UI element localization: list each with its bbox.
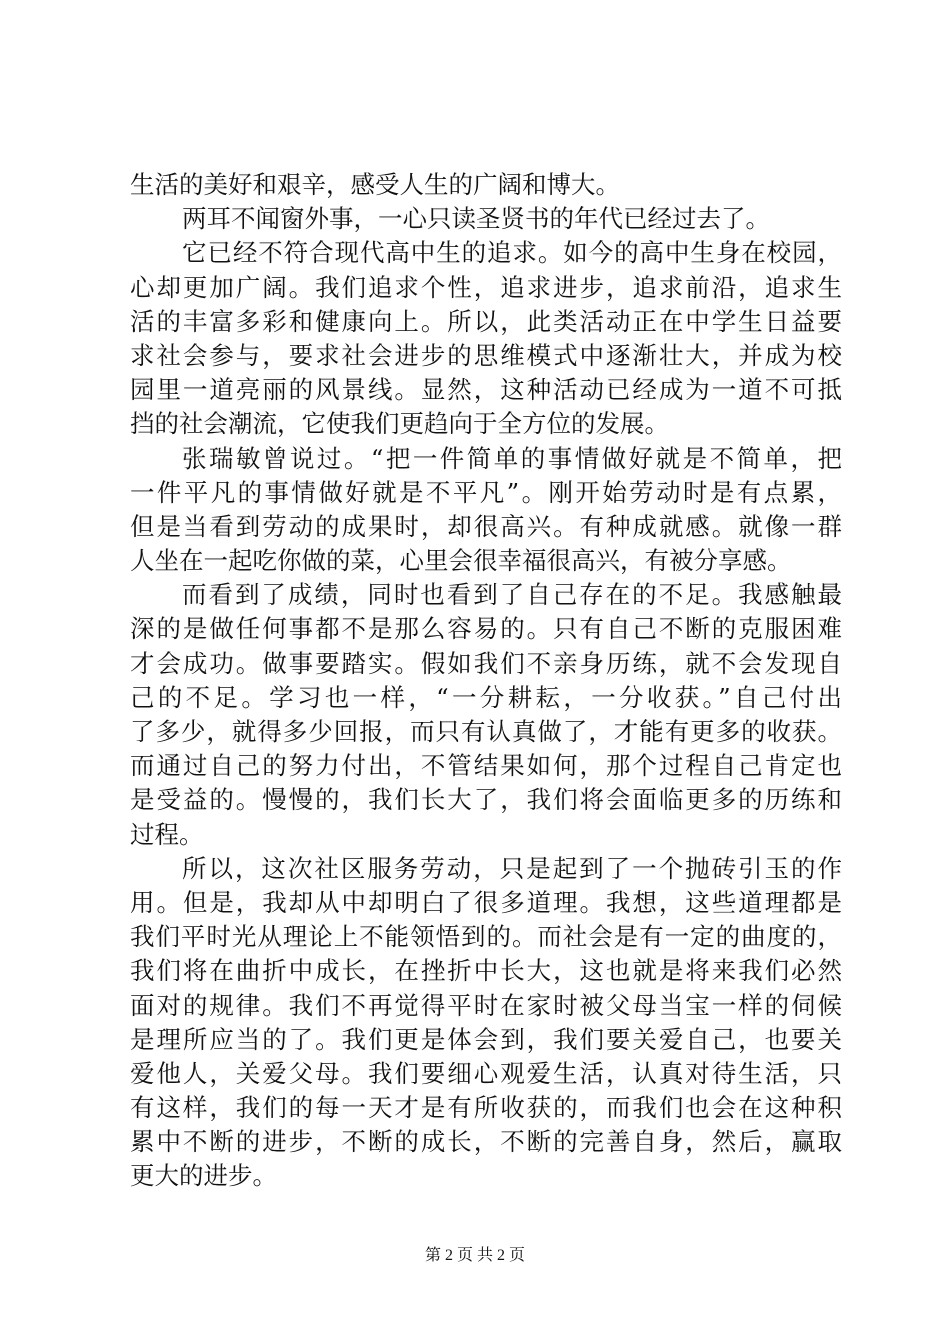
text-line: 挡的社会潮流，它使我们更趋向于全方位的发展。 [130, 409, 669, 439]
text-line: 园里一道亮丽的风景线。显然，这种活动已经成为一道不可抵 [130, 375, 842, 405]
page-footer: 第 2 页 共 2 页 [424, 1247, 525, 1264]
text-line: 心却更加广阔。我们追求个性，追求进步，追求前沿，追求生 [130, 272, 842, 302]
text-line: 而通过自己的努力付出，不管结果如何，那个过程自己肯定也 [130, 751, 842, 781]
text-line: 过程。 [130, 819, 204, 849]
text-line: 两耳不闻窗外事，一心只读圣贤书的年代已经过去了。 [182, 204, 770, 234]
text-line: 爱他人，关爱父母。我们要细心观爱生活，认真对待生活，只 [130, 1058, 842, 1088]
text-line: 用。但是，我却从中却明白了很多道理。我想，这些道理都是 [130, 887, 842, 917]
text-line: 但是当看到劳动的成果时，却很高兴。有种成就感。就像一群 [130, 511, 842, 541]
text-line: 我们平时光从理论上不能领悟到的。而社会是有一定的曲度的， [130, 922, 842, 952]
text-line: 我们将在曲折中成长，在挫折中长大，这也就是将来我们必然 [130, 956, 842, 986]
text-line: 深的是做任何事都不是那么容易的。只有自己不断的克服困难 [130, 614, 842, 644]
document-body [130, 168, 842, 1194]
text-line: 它已经不符合现代高中生的追求。如今的高中生身在校园， [182, 238, 842, 268]
text-line: 张瑞敏曾说过。“把一件简单的事情做好就是不简单，把 [182, 443, 842, 473]
text-line: 而看到了成绩，同时也看到了自己存在的不足。我感触最 [182, 580, 842, 610]
text-line: 人坐在一起吃你做的菜，心里会很幸福很高兴，有被分享感。 [130, 546, 792, 576]
text-line: 更大的进步。 [130, 1161, 277, 1191]
text-line: 了多少，就得多少回报，而只有认真做了，才能有更多的收获。 [130, 717, 842, 746]
text-line: 是理所应当的了。我们更是体会到，我们要关爱自己，也要关 [130, 1024, 842, 1054]
text-line: 有这样，我们的每一天才是有所收获的，而我们也会在这种积 [130, 1093, 842, 1123]
text-line: 己的不足。学习也一样，“一分耕耘，一分收获。”自己付出 [130, 682, 842, 712]
text-line: 面对的规律。我们不再觉得平时在家时被父母当宝一样的伺候 [130, 990, 842, 1020]
text-line: 是受益的。慢慢的，我们长大了，我们将会面临更多的历练和 [130, 785, 842, 815]
text-line: 累中不断的进步，不断的成长，不断的完善自身，然后，赢取 [130, 1127, 842, 1157]
text-line: 生活的美好和艰辛，感受人生的广阔和博大。 [130, 170, 620, 199]
text-line: 一件平凡的事情做好就是不平凡”。刚开始劳动时是有点累， [130, 477, 842, 507]
text-line: 求社会参与，要求社会进步的思维模式中逐渐壮大，并成为校 [130, 340, 842, 370]
text-line: 才会成功。做事要踏实。假如我们不亲身历练，就不会发现自 [130, 648, 842, 678]
text-line: 活的丰富多彩和健康向上。所以，此类活动正在中学生日益要 [130, 306, 842, 336]
text-line: 所以，这次社区服务劳动，只是起到了一个抛砖引玉的作 [182, 853, 842, 883]
